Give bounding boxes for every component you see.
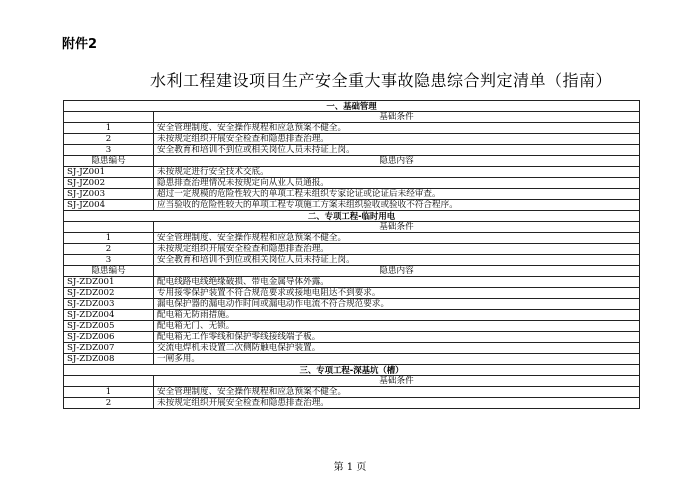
basic-condition-text: 安全教育和培训不到位或相关岗位人员未持证上岗。: [154, 255, 640, 266]
basic-condition-row: [64, 244, 640, 255]
hazard-code: SJ-ZDZ007: [64, 343, 154, 354]
basic-condition-text: 安全管理制度、安全操作规程和应急预案不健全。: [154, 387, 640, 398]
item-number: 3: [64, 255, 154, 266]
basic-condition-row: [64, 145, 640, 156]
basic-condition-row: [64, 387, 640, 398]
hazard-content: 配电箱无防雨措施。: [154, 310, 640, 321]
item-number: 2: [64, 398, 154, 409]
basic-conditions-header-row: [64, 376, 640, 387]
hazard-content: 配电箱无门、无锁。: [154, 321, 640, 332]
basic-condition-row: [64, 123, 640, 134]
hazard-content: 专用接零保护装置不符合规范要求或接地电阻达不到要求。: [154, 288, 640, 299]
basic-condition-text: 未按规定组织开展安全检查和隐患排查治理。: [154, 398, 640, 409]
document-title: 水利工程建设项目生产安全重大事故隐患综合判定清单（指南）: [150, 71, 613, 90]
hazard-row: [64, 343, 640, 354]
attachment-label: 附件2: [62, 37, 98, 52]
hazard-content-header: 隐患内容: [154, 156, 640, 167]
hazard-code-header: 隐患编号: [64, 156, 154, 167]
hazard-content: 应当验收的危险性较大的单项工程专项施工方案未组织验收或验收不符合程序。: [154, 200, 640, 211]
section-heading: 二、专项工程-临时用电: [64, 211, 640, 222]
item-number: 2: [64, 244, 154, 255]
basic-condition-text: 安全教育和培训不到位或相关岗位人员未持证上岗。: [154, 145, 640, 156]
hazard-row: [64, 288, 640, 299]
hazard-row: [64, 354, 640, 365]
hazard-content: 未按规定进行安全技术交底。: [154, 167, 640, 178]
hazard-code: SJ-ZDZ008: [64, 354, 154, 365]
blank-cell: [64, 376, 154, 387]
hazard-content: 交流电焊机未设置二次侧防触电保护装置。: [154, 343, 640, 354]
blank-cell: [64, 222, 154, 233]
hazard-header-row: [64, 156, 640, 167]
hazard-row: [64, 277, 640, 288]
hazard-code: SJ-ZDZ003: [64, 299, 154, 310]
hazard-content-header: 隐患内容: [154, 266, 640, 277]
hazard-row: [64, 167, 640, 178]
hazard-code: SJ-JZ002: [64, 178, 154, 189]
item-number: 2: [64, 134, 154, 145]
basic-condition-row: [64, 398, 640, 409]
hazard-row: [64, 321, 640, 332]
basic-condition-row: [64, 134, 640, 145]
basic-conditions-header: 基础条件: [154, 112, 640, 123]
hazard-code-header: 隐患编号: [64, 266, 154, 277]
hazard-row: [64, 178, 640, 189]
basic-condition-text: 安全管理制度、安全操作规程和应急预案不健全。: [154, 233, 640, 244]
basic-condition-text: 未按规定组织开展安全检查和隐患排查治理。: [154, 244, 640, 255]
basic-conditions-header: 基础条件: [154, 376, 640, 387]
hazard-code: SJ-ZDZ005: [64, 321, 154, 332]
item-number: 1: [64, 123, 154, 134]
section-heading-row: [64, 365, 640, 376]
page-footer: 第 1 页: [333, 462, 367, 473]
basic-conditions-header-row: [64, 222, 640, 233]
hazard-code: SJ-JZ001: [64, 167, 154, 178]
hazard-row: [64, 189, 640, 200]
hazard-code: SJ-JZ003: [64, 189, 154, 200]
section-heading-row: [64, 211, 640, 222]
basic-condition-row: [64, 255, 640, 266]
hazard-code: SJ-ZDZ001: [64, 277, 154, 288]
hazard-content: 超过一定规模的危险性较大的单项工程未组织专家论证或论证后未经审查。: [154, 189, 640, 200]
basic-conditions-header-row: [64, 112, 640, 123]
basic-condition-text: 未按规定组织开展安全检查和隐患排查治理。: [154, 134, 640, 145]
basic-condition-row: [64, 233, 640, 244]
hazard-content: 配电线路电线绝缘破损、带电金属导体外露。: [154, 277, 640, 288]
item-number: 1: [64, 387, 154, 398]
section-heading-row: [64, 101, 640, 112]
hazard-header-row: [64, 266, 640, 277]
item-number: 3: [64, 145, 154, 156]
hazard-row: [64, 299, 640, 310]
hazard-row: [64, 332, 640, 343]
basic-condition-text: 安全管理制度、安全操作规程和应急预案不健全。: [154, 123, 640, 134]
blank-cell: [64, 112, 154, 123]
hazard-code: SJ-ZDZ004: [64, 310, 154, 321]
hazard-row: [64, 200, 640, 211]
hazard-checklist-table: [63, 100, 640, 409]
item-number: 1: [64, 233, 154, 244]
hazard-content: 配电箱无工作零线和保护零线接线端子板。: [154, 332, 640, 343]
basic-conditions-header: 基础条件: [154, 222, 640, 233]
hazard-row: [64, 310, 640, 321]
hazard-content: 漏电保护器的漏电动作时间或漏电动作电流不符合规范要求。: [154, 299, 640, 310]
section-heading: 三、专项工程-深基坑（槽）: [64, 365, 640, 376]
hazard-code: SJ-JZ004: [64, 200, 154, 211]
section-heading: 一、基础管理: [64, 101, 640, 112]
hazard-content: 一闸多用。: [154, 354, 640, 365]
hazard-content: 隐患排查治理情况未按规定向从业人员通报。: [154, 178, 640, 189]
hazard-code: SJ-ZDZ002: [64, 288, 154, 299]
hazard-code: SJ-ZDZ006: [64, 332, 154, 343]
